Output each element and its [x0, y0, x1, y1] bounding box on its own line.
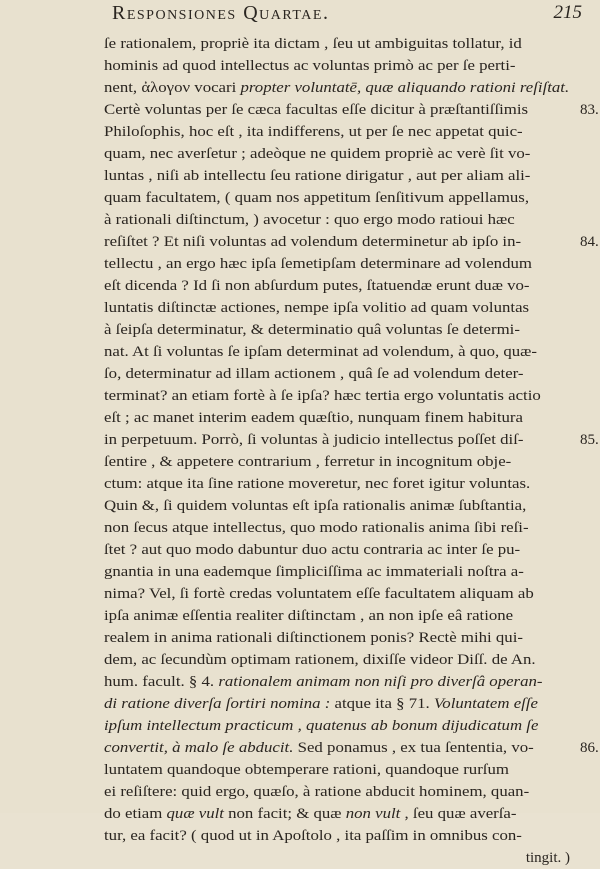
line-text — [104, 121, 523, 143]
text-line — [104, 33, 574, 55]
line-text — [104, 451, 511, 473]
text-line — [104, 231, 599, 253]
italic-segment: rationalem animam non niſi pro diverſâ operan- — [218, 674, 543, 690]
line-text — [104, 671, 542, 693]
line-text — [104, 275, 530, 297]
text-line — [104, 649, 574, 671]
text-line — [104, 803, 574, 825]
roman-segment: nat. At ſi voluntas ſe ipſam determinat ad volendum, à quo, quæ- — [104, 344, 538, 360]
roman-segment: Sed ponamus , ex tua ſententia, vo- — [297, 740, 534, 756]
roman-segment: , ſeu quæ averſa- — [400, 806, 517, 822]
roman-segment: hominis ad quod intellectus ac voluntas primò ac per ſe perti- — [104, 58, 516, 74]
line-text — [104, 759, 509, 781]
roman-segment: atque ita § 71. — [334, 696, 434, 712]
text-line — [104, 363, 574, 385]
roman-segment: Certè voluntas per ſe cæca facultas eſſe dicitur à præſtantiſſimis — [104, 102, 529, 118]
text-line — [104, 253, 574, 275]
text-line — [104, 539, 574, 561]
text-line — [104, 605, 574, 627]
roman-segment: non ſecus atque intellectus, quo modo rationalis anima ſibi reſi- — [104, 520, 529, 536]
text-line — [104, 341, 574, 363]
roman-segment: ſtet ? aut quo modo dabuntur duo actu contraria ac inter ſe pu- — [104, 542, 521, 558]
line-text — [104, 737, 534, 759]
line-text — [104, 473, 530, 495]
roman-segment: realem in anima rationali diſtinctionem ponis? Rectè mihi qui- — [104, 630, 523, 646]
roman-segment: eſt dicenda ? Id ſi non abſurdum putes, ſtatuendæ erunt duæ vo- — [104, 278, 530, 294]
italic-segment: convertit, à malo ſe abducit. — [104, 740, 298, 756]
text-line — [104, 671, 574, 693]
roman-segment: luntatem quandoque obtemperare rationi, quandoque rurſum — [104, 762, 509, 778]
italic-segment: di ratione diverſa ſortiri nomina : — [104, 696, 335, 712]
roman-segment: do etiam — [104, 806, 167, 822]
roman-segment: eſt ; ac manet interim eadem quæſtio, nunquam finem habitura — [104, 410, 523, 426]
roman-segment: reſiſtet ? Et niſi voluntas ad volendum determinetur ab ipſo in- — [104, 234, 522, 250]
roman-segment: non facit; & quæ — [223, 806, 346, 822]
roman-segment: tellectu , an ergo hæc ipſa ſemetipſam determinare ad volendum — [104, 256, 532, 272]
roman-segment: nima? Vel, ſi fortè credas voluntatem eſſe facultatem aliquam ab — [104, 586, 534, 602]
text-line — [104, 165, 574, 187]
roman-segment: nent, ἀλογον vocari — [104, 80, 241, 96]
text-line — [104, 99, 599, 121]
roman-segment: Quin &, ſi quidem voluntas eſt ipſa rationalis animæ ſubſtantia, — [104, 498, 527, 514]
roman-segment: hum. facult. § 4. — [104, 674, 219, 690]
text-line — [104, 209, 574, 231]
text-line — [104, 583, 574, 605]
margin-section-number: 83. — [580, 102, 599, 118]
text-body — [104, 33, 599, 869]
roman-segment: ſo, determinatur ad illam actionem , quâ ſe ad volendum deter- — [104, 366, 524, 382]
line-text — [104, 99, 528, 121]
line-text — [104, 385, 541, 407]
page-number: 215 — [553, 2, 582, 23]
roman-segment: dem, ac ſecundùm optimam rationem, dixiſſe videor Diſſ. de An. — [104, 652, 536, 668]
text-line — [104, 55, 574, 77]
text-line — [104, 77, 574, 99]
line-text — [104, 341, 537, 363]
roman-segment: tingit. ) — [525, 850, 570, 866]
italic-segment: propter voluntatē, quæ aliquando rationi reſiſtat. — [240, 80, 570, 96]
line-text — [104, 693, 538, 715]
line-text — [104, 77, 569, 99]
roman-segment: ei reſiſtere: quid ergo, quæſo, à ratione abducit hominem, quan- — [104, 784, 530, 800]
line-text — [104, 429, 523, 451]
text-line — [104, 451, 574, 473]
text-line — [104, 187, 574, 209]
text-line — [104, 759, 574, 781]
roman-segment: ſe rationalem, propriè ita dictam , ſeu ut ambiguitas tollatur, id — [104, 36, 522, 52]
text-line — [104, 737, 599, 759]
text-line — [104, 825, 574, 847]
line-text — [104, 539, 520, 561]
line-text — [104, 583, 534, 605]
line-text — [104, 627, 523, 649]
text-line — [104, 275, 574, 297]
roman-segment: gnantia in una eademque ſimpliciſſima ac immateriali noſtra a- — [104, 564, 524, 580]
line-text — [104, 649, 536, 671]
text-line — [104, 561, 574, 583]
line-text — [104, 33, 522, 55]
margin-section-number: 85. — [580, 432, 599, 448]
italic-segment: non vult — [345, 806, 401, 822]
roman-segment: luntatis diſtinctæ actiones, nempe ipſa volitio ad quam voluntas — [104, 300, 530, 316]
line-text — [104, 561, 524, 583]
line-text — [104, 143, 530, 165]
line-text — [104, 517, 529, 539]
running-head: Responsiones Quartae. — [112, 2, 330, 24]
roman-segment: ſentire , & appetere contrarium , ferretur in incognitum obje- — [104, 454, 512, 470]
roman-segment: Philoſophis, hoc eſt , ita indifferens, ut per ſe nec appetat quic- — [104, 124, 523, 140]
roman-segment: ipſa animæ eſſentia realiter diſtinctam , an non ipſe eâ ratione — [104, 608, 514, 624]
line-text — [104, 297, 529, 319]
margin-section-number: 84. — [580, 234, 599, 250]
line-text — [104, 781, 529, 803]
line-text — [104, 55, 515, 77]
text-line — [104, 847, 574, 869]
text-line — [104, 407, 574, 429]
roman-segment: à rationali diſtinctum, ) avocetur : quo ergo modo ratioui hæc — [104, 212, 515, 228]
line-text — [104, 825, 522, 847]
text-line — [104, 297, 574, 319]
roman-segment: ctum: atque ita ſine ratione moveretur, nec foret igitur voluntas. — [104, 476, 531, 492]
roman-segment: quam facultatem, ( quam nos appetitum ſenſitivum appellamus, — [104, 190, 530, 206]
text-line — [104, 429, 599, 451]
line-text — [104, 715, 538, 737]
line-text — [104, 363, 524, 385]
roman-segment: tur, ea facit? ( quod ut in Apoſtolo , ita paſſim in omnibus con- — [104, 828, 522, 844]
page-header — [112, 2, 582, 30]
text-line — [104, 781, 574, 803]
text-line — [104, 627, 574, 649]
line-text — [104, 407, 523, 429]
line-text — [104, 231, 521, 253]
text-line — [104, 121, 574, 143]
text-line — [104, 385, 574, 407]
roman-segment: in perpetuum. Porrò, ſi voluntas à judicio intellectus poſſet diſ- — [104, 432, 524, 448]
line-text — [104, 803, 516, 825]
text-line — [104, 693, 574, 715]
roman-segment: quam, nec averſetur ; adeòque ne quidem propriè ac verè ſit vo- — [104, 146, 531, 162]
italic-segment: Voluntatem eſſe — [433, 696, 538, 712]
line-text — [104, 495, 526, 517]
text-line — [104, 473, 574, 495]
line-text — [526, 847, 570, 869]
roman-segment: terminat? an etiam fortè à ſe ipſa? hæc tertia ergo voluntatis actio — [104, 388, 541, 404]
text-line — [104, 495, 574, 517]
roman-segment: luntas , niſi ab intellectu ſeu ratione dirigatur , aut per aliam ali- — [104, 168, 531, 184]
line-text — [104, 209, 515, 231]
text-line — [104, 319, 574, 341]
italic-segment: ipſum intellectum practicum , quatenus ab bonum dijudicatum ſe — [104, 718, 539, 734]
italic-segment: quæ vult — [166, 806, 224, 822]
line-text — [104, 319, 520, 341]
roman-segment: à ſeipſa determinatur, & determinatio quâ voluntas ſe determi- — [104, 322, 520, 338]
text-line — [104, 715, 574, 737]
text-line — [104, 143, 574, 165]
text-line — [104, 517, 574, 539]
line-text — [104, 165, 530, 187]
line-text — [104, 187, 529, 209]
line-text — [104, 253, 532, 275]
line-text — [104, 605, 513, 627]
margin-section-number: 86. — [580, 740, 599, 756]
